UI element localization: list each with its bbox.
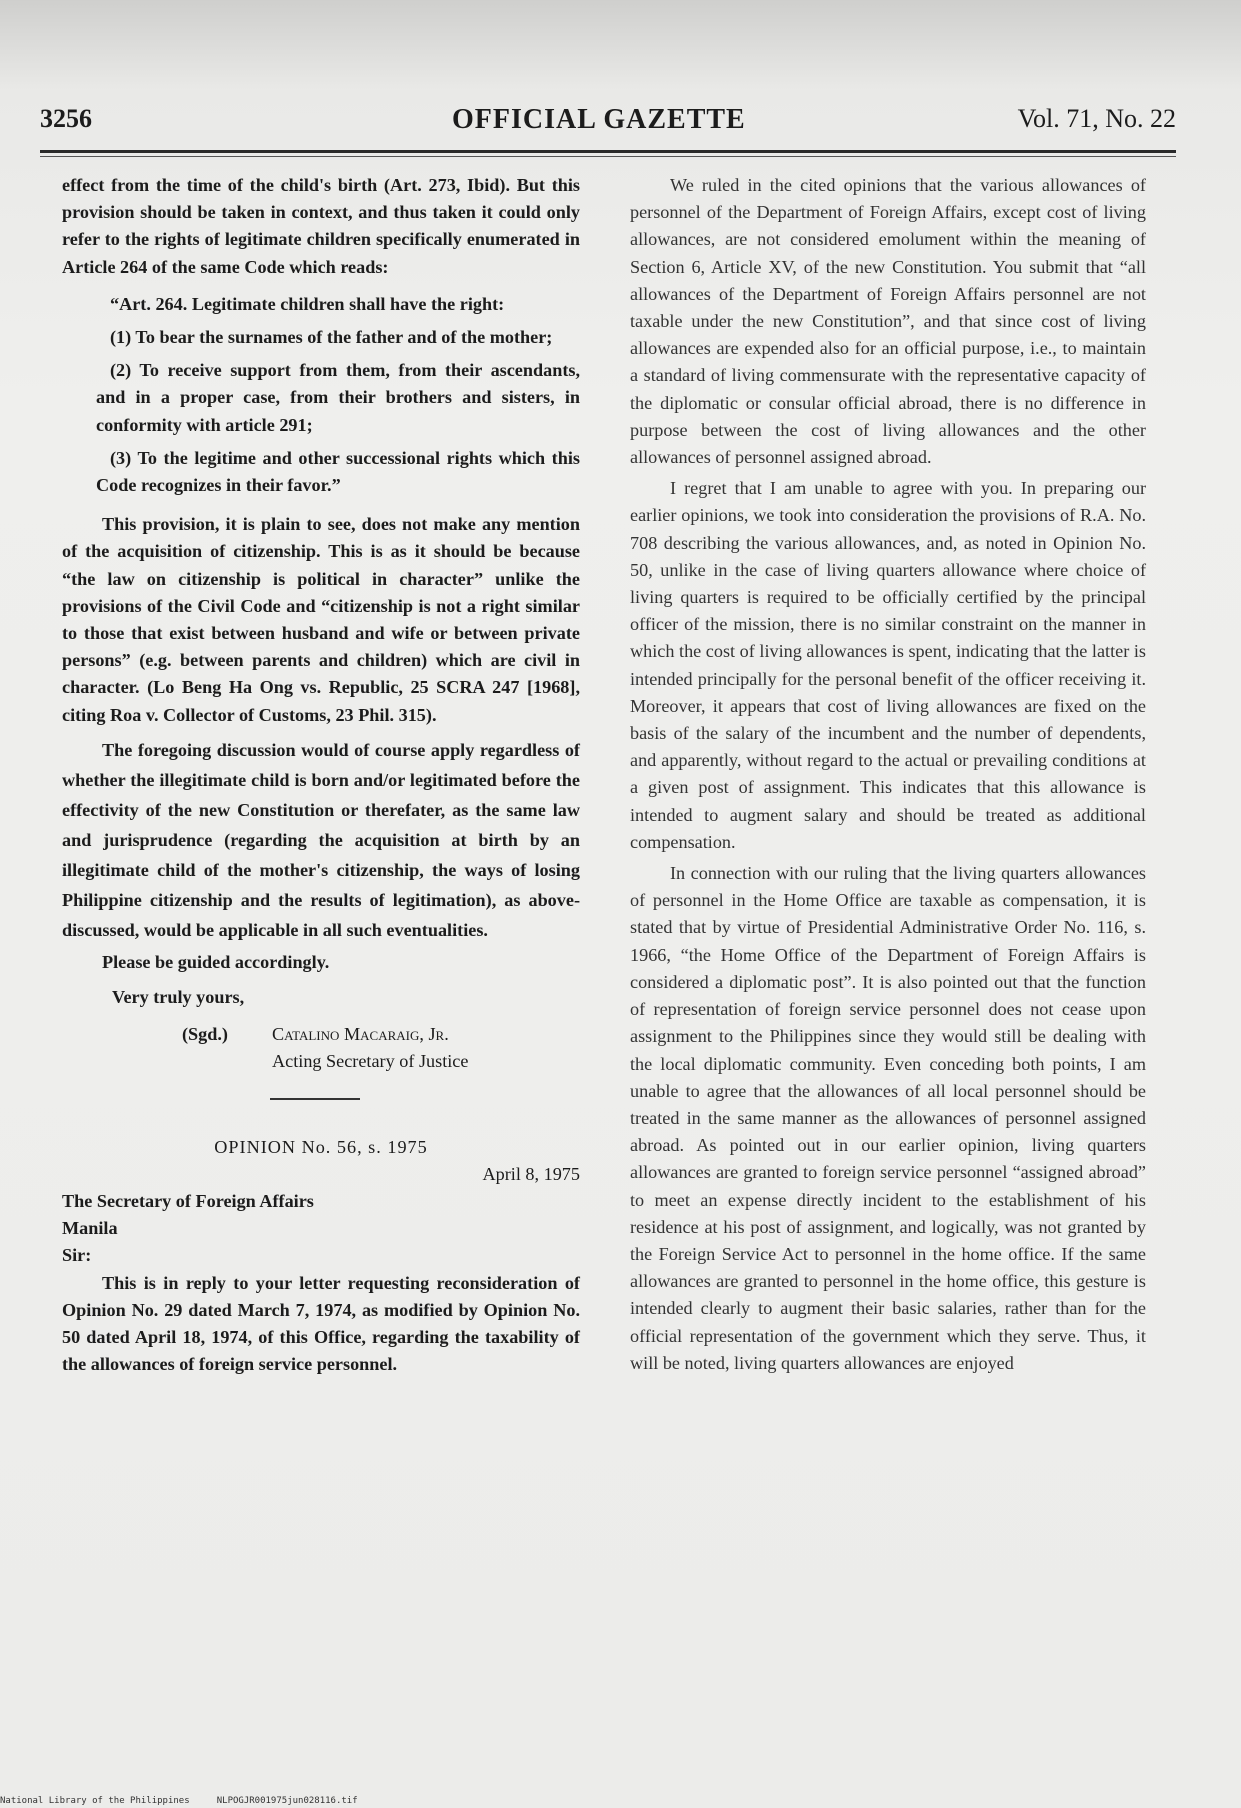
left-column: [62, 172, 580, 1379]
paragraph: Please be guided accordingly.: [102, 951, 330, 972]
paragraph: effect from the time of the child's birth (Art. 273, Ibid). But this provision should be taken in context, and thus taken it could only refer to the rights of legitimate children specifically enumerated in Article 264 of the same Code which reads:: [62, 175, 580, 277]
page-number: 3256: [40, 104, 92, 133]
header-rule-thin: [40, 156, 1176, 157]
closing: Very truly yours,: [112, 987, 245, 1008]
quote-intro: “Art. 264. Legitimate children shall have the right:: [110, 293, 505, 314]
opinion-date: April 8, 1975: [482, 1163, 580, 1184]
paragraph: This provision, it is plain to see, does not make any mention of the acquisition of citizenship. This is as it should be because “the law on citizenship is political in character” unlike the provisions of the Civil Code and “citizenship is not a right similar to those that exist between husband and wife or between private persons” (e.g. between parents and children) which are civil in character. (Lo Beng Ha Ong vs. Republic, 25 SCRA 247 [1968], citing Roa v. Collector of Customs, 23 Phil. 315).: [62, 514, 580, 725]
paragraph: This is in reply to your letter requesting reconsideration of Opinion No. 29 dated March 7, 1974, as modified by Opinion No. 50 dated April 18, 1974, of this Office, regarding the taxability of the allowances of foreign service personnel.: [62, 1272, 580, 1375]
quote-item: (2) To receive support from them, from their ascendants, and in a proper case, from their brothers and sisters, in conformity with article 291;: [96, 360, 580, 435]
page-header: [40, 104, 1176, 144]
addressee-city: Manila: [62, 1218, 118, 1239]
paragraph: We ruled in the cited opinions that the various allowances of personnel of the Department of Foreign Affairs, except cost of living allowances, are not considered emolument within the meaning of Section 6, Article XV, of the new Constitution. You submit that “all allowances of the Department of Foreign Affairs personnel are not taxable under the new Constitution”, and that since cost of living allowances are expended also for an official purpose, i.e., to maintain a standard of living commensurate with the representative capacity of the diplomatic or consular official abroad, there is no difference in purpose between the cost of living allowances and the other allowances of personnel assigned abroad.: [630, 175, 1146, 468]
addressee: The Secretary of Foreign Affairs: [62, 1191, 314, 1212]
salutation: Sir:: [62, 1245, 92, 1266]
scan-footer: [0, 1796, 358, 1806]
header-rule: [40, 150, 1176, 153]
signatory-name: Catalino Macaraig, Jr.: [272, 1024, 449, 1045]
section-divider: [270, 1098, 360, 1100]
article-quote: [62, 291, 580, 499]
opinion-title: OPINION No. 56, s. 1975: [214, 1136, 428, 1157]
quote-item: (3) To the legitime and other successional rights which this Code recognizes in their favor.”: [96, 447, 580, 496]
right-column: [630, 172, 1146, 1377]
publication-title: OFFICIAL GAZETTE: [452, 104, 746, 135]
signature-block: [62, 1021, 580, 1075]
signatory-title: Acting Secretary of Justice: [272, 1051, 469, 1072]
quote-item: (1) To bear the surnames of the father and of the mother;: [110, 327, 553, 348]
signed-label: (Sgd.): [182, 1024, 228, 1045]
paragraph: The foregoing discussion would of course apply regardless of whether the illegitimate child is born and/or legitimated before the effectivity of the new Constitution or therefater, as the same law and jurisprudence (regarding the acquisition at birth by an illegitimate child of the mother's citizenship, the ways of losing Philippine citizenship and the results of legitimation), as above-discussed, would be applicable in all such eventualities.: [62, 739, 580, 940]
paragraph: I regret that I am unable to agree with you. In preparing our earlier opinions, we took into consideration the provisions of R.A. No. 708 describing the various allowances, and, as noted in Opinion No. 50, unlike in the case of living quarters allowance where choice of living quarters is required to be officially certified by the principal officer of the mission, there is no similar constraint on the manner in which the cost of living allowances is spent, indicating that the latter is intended principally for the personal benefit of the officer receiving it. Moreover, it appears that cost of living allowances are fixed on the basis of the salary of the incumbent and the number of dependents, and apparently, without regard to the actual or prevailing conditions at a given post of assignment. This indicates that this allowance is intended to augment salary and should be treated as additional compensation.: [630, 478, 1146, 852]
library-credit: National Library of the Philippines: [0, 1796, 190, 1806]
paragraph: In connection with our ruling that the living quarters allowances of personnel in the Home Office are taxable as compensation, it is stated that by virtue of Presidential Administrative Order No. 116, s. 1966, “the Home Office of the Department of Foreign Affairs is considered a diplomatic post”. It is also pointed out that the function of representation of foreign service personnel does not cease upon assignment to the Philippines since they would still be dealing with the local diplomatic community. Even conceding both points, I am unable to agree that the allowances of all local personnel should be treated in the same manner as the allowances of personnel assigned abroad. As pointed out in our earlier opinion, living quarters allowances are granted to foreign service personnel “assigned abroad” to meet an expense directly incident to the establishment of his residence at his post of assignment, and logically, was not granted by the Foreign Service Act to personnel in the home office. If the same allowances are granted to personnel in the home office, this gesture is intended clearly to augment their basic salaries, rather than for the official representation of the government which they serve. Thus, it will be noted, living quarters allowances are enjoyed: [630, 863, 1146, 1373]
volume-number: Vol. 71, No. 22: [1017, 104, 1176, 133]
scan-filename: NLPOGJR001975jun028116.tif: [216, 1796, 358, 1806]
